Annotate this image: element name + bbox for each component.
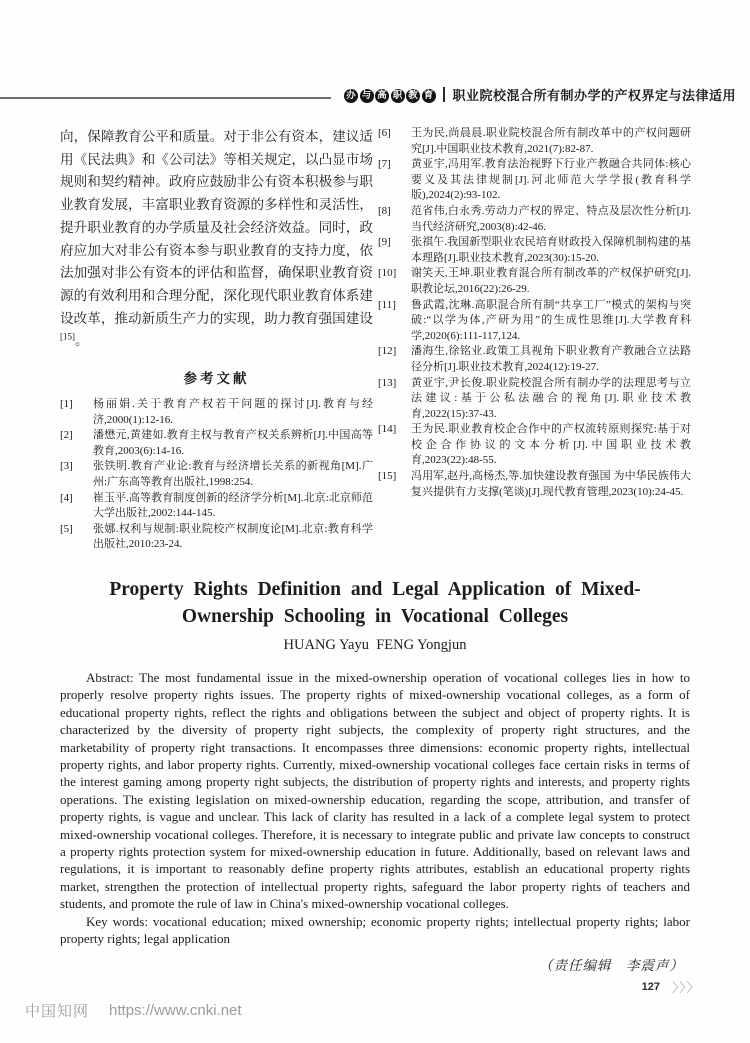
page-number: 127: [641, 981, 660, 993]
reference-item: [378, 376, 691, 423]
reference-number: [4]: [60, 491, 73, 504]
reference-text: 潘懋元,黄建如.教育主权与教育产权关系辨析[J].中国高等教育,2003(6):14-16.: [93, 429, 373, 457]
reference-item: [60, 491, 373, 522]
left-column: [60, 126, 373, 553]
reference-number: [6]: [378, 127, 391, 139]
body-paragraph-tail: 。: [75, 333, 89, 349]
reference-number: [3]: [60, 460, 73, 473]
reference-text: 张娜.权利与规制:职业院校产权制度论[M].北京:教育科学出版社,2010:23-24.: [93, 522, 373, 551]
reference-text: 鲁武霞,沈琳.高职混合所有制“共享工厂”模式的架构与突破:“以学为体,产研为用”的生成性思维[J].大学教育科学,2020(6):111-117,124.: [411, 298, 691, 342]
header-divider: [443, 87, 445, 102]
abstract-paragraph: Abstract: The most fundamental issue in the mixed-ownership operation of vocational colleges lies in how to properly resolve property rights issues. The property rights of mixed-ownership vocational colleges, as a form of educational property rights, reflect the rights and obligations between the subject and object of property rights. It is characterized by the diversity of property right subjects, the complexity of property right structures, and the marketability of property right transactions. It encompasses three dimensions: economic property rights, intellectual property rights, and labor property rights. Currently, mixed-ownership vocational colleges face certain risks in terms of the interest gaming among property right subjects, the distribution of property rights and interests, and property rights operations. The existing legislation on mixed-ownership education, regarding the scope, attribution, and transfer of property rights, is vague and unclear. This lack of clarity has resulted in a lack of a complete legal system to protect mixed-ownership vocational colleges. Therefore, it is necessary to integrate public and private law concepts to construct a property rights protection system for mixed-ownership education in future. Additionally, based on relevant laws and regulations, it is important to reasonably define property rights attributes, establish an educational property rights market, strengthen the protection of intellectual property rights, safeguard the labor property rights of teachers and students, and promote the rule of law in China's mixed-ownership vocational colleges.: [60, 670, 690, 912]
reference-item: [378, 422, 691, 469]
english-abstract-section: [60, 576, 690, 974]
reference-item: [60, 428, 373, 459]
cnki-footer: [25, 1000, 242, 1021]
reference-text: 黄亚宇,冯用军.教育法治视野下行业产教融合共同体:核心要义及其法律规制[J].河北师范大学学报(教育科学版),2024(2):93-102.: [411, 158, 691, 202]
chevron-right-icons: 〉〉〉: [671, 980, 700, 995]
section-badge-char: 与: [360, 89, 374, 103]
reference-item: [378, 298, 691, 345]
reference-item: [60, 397, 373, 428]
reference-item: [378, 126, 691, 157]
cnki-url[interactable]: https://www.cnki.net: [109, 1002, 242, 1019]
reference-number: [1]: [60, 398, 73, 411]
right-column: [378, 126, 691, 500]
header-rule: [0, 97, 331, 99]
reference-text: 范省伟,白永秀.劳动力产权的界定、特点及层次性分析[J].当代经济研究,2003(8):42-46.: [411, 204, 691, 233]
reference-number: [10]: [378, 267, 397, 280]
running-title: 职业院校混合所有制办学的产权界定与法律适用: [452, 87, 737, 103]
body-paragraph: [60, 126, 373, 353]
authors-line: HUANG Yayu FENG Yongjun: [283, 637, 467, 653]
reference-number: [7]: [378, 158, 391, 171]
reference-item: [378, 469, 691, 500]
references-list-right: [378, 126, 691, 500]
reference-text: 王为民.职业教育校企合作中的产权流转原则探究:基于对校企合作协议的文本分析[J].中国职业技术教育,2023(22):48-55.: [411, 423, 691, 467]
keywords-paragraph: Key words: vocational education; mixed ownership; economic property rights; intellectual property rights; labor property rights; legal application: [60, 913, 690, 947]
body-paragraph-text: 向，保障教育公平和质量。对于非公有资本，建议适用《民法典》和《公司法》等相关规定，以凸显市场规则和契约精神。政府应鼓励非公有资本积极参与职业教育发展，丰富职业教育资源的多样性和灵活性，提升职业教育的办学质量及社会经济效益。同时，政府应加大对非公有资本参与职业教育的支持力度，依法加强对非公有资本的评估和监督，确保职业教育资源的有效利用和合理分配，深化现代职业教育体系建设改革，推动新质生产力的实现，助力教育强国建设: [60, 129, 373, 326]
section-badge-char: 办: [344, 89, 358, 103]
reference-item: [378, 266, 691, 297]
english-title-line1: Property Rights Definition and Legal Application of Mixed-: [109, 579, 641, 600]
section-badge-char: 教: [406, 89, 420, 103]
reference-text: 张铁明.教育产业论:教育与经济增长关系的新视角[M].广州:广东高等教育出版社,1998:254.: [93, 460, 373, 488]
page-number-row: [642, 978, 700, 996]
english-title-line2: Ownership Schooling in Vocational Colleges: [181, 606, 569, 627]
section-badge-char: 育: [422, 89, 436, 103]
reference-number: [8]: [378, 204, 391, 217]
reference-item: [60, 459, 373, 490]
reference-number: [12]: [378, 345, 397, 358]
reference-number: [2]: [60, 429, 73, 442]
reference-number: [13]: [378, 376, 397, 389]
reference-text: 王为民,尚晨晨.职业院校混合所有制改革中的产权问题研究[J].中国职业技术教育,2021(7):82-87.: [411, 127, 691, 155]
section-badge-char: 职: [391, 89, 405, 103]
reference-text: 黄亚宇,尹长俊.职业院校混合所有制办学的法理思考与立法建议:基于公私法融合的视角[J].职业技术教育,2022(15):37-43.: [411, 376, 691, 420]
reference-number: [11]: [378, 298, 396, 311]
reference-text: 潘海生,徐铭业.政策工具视角下职业教育产教融合立法路径分析[J].职业技术教育,2024(12):19-27.: [411, 345, 691, 373]
page-header: [344, 84, 736, 104]
english-title: [60, 576, 690, 630]
reference-number: [5]: [60, 522, 73, 535]
reference-item: [378, 344, 691, 375]
reference-text: 杨丽娟.关于教育产权若干问题的探讨[J].教育与经济,2000(1):12-16.: [93, 398, 373, 426]
section-badge-char: 高: [375, 89, 389, 103]
reference-number: [15]: [378, 470, 397, 483]
editor-note: （责任编辑 李震声）: [539, 957, 684, 973]
reference-text: 冯用军,赵丹,高杨杰,等.加快建设教育强国 为中华民族伟大复兴提供有力支撑(笔谈)[J].现代教育管理,2023(10):24-45.: [411, 470, 691, 498]
references-list-left: [60, 397, 373, 553]
references-heading: 参考文献: [183, 371, 250, 387]
reference-item: [378, 204, 691, 235]
reference-text: 张祺午.我国新型职业农民培育财政投入保障机制构建的基本理路[J].职业技术教育,2023(30):15-20.: [411, 236, 691, 264]
reference-number: [9]: [378, 236, 391, 249]
reference-text: 谢笑天,王坤.职业教育混合所有制改革的产权保护研究[J].职教论坛,2016(22):26-29.: [411, 267, 691, 295]
cnki-brand: 中国知网: [25, 1003, 90, 1020]
reference-item: [378, 157, 691, 204]
reference-text: 崔玉平.高等教育制度创新的经济学分析[M].北京:北京师范大学出版社,2002:144-145.: [93, 491, 373, 520]
reference-number: [14]: [378, 423, 397, 436]
section-badge: [344, 85, 437, 103]
reference-item: [60, 522, 373, 553]
reference-item: [378, 235, 691, 266]
citation-superscript: [15]: [60, 331, 75, 342]
